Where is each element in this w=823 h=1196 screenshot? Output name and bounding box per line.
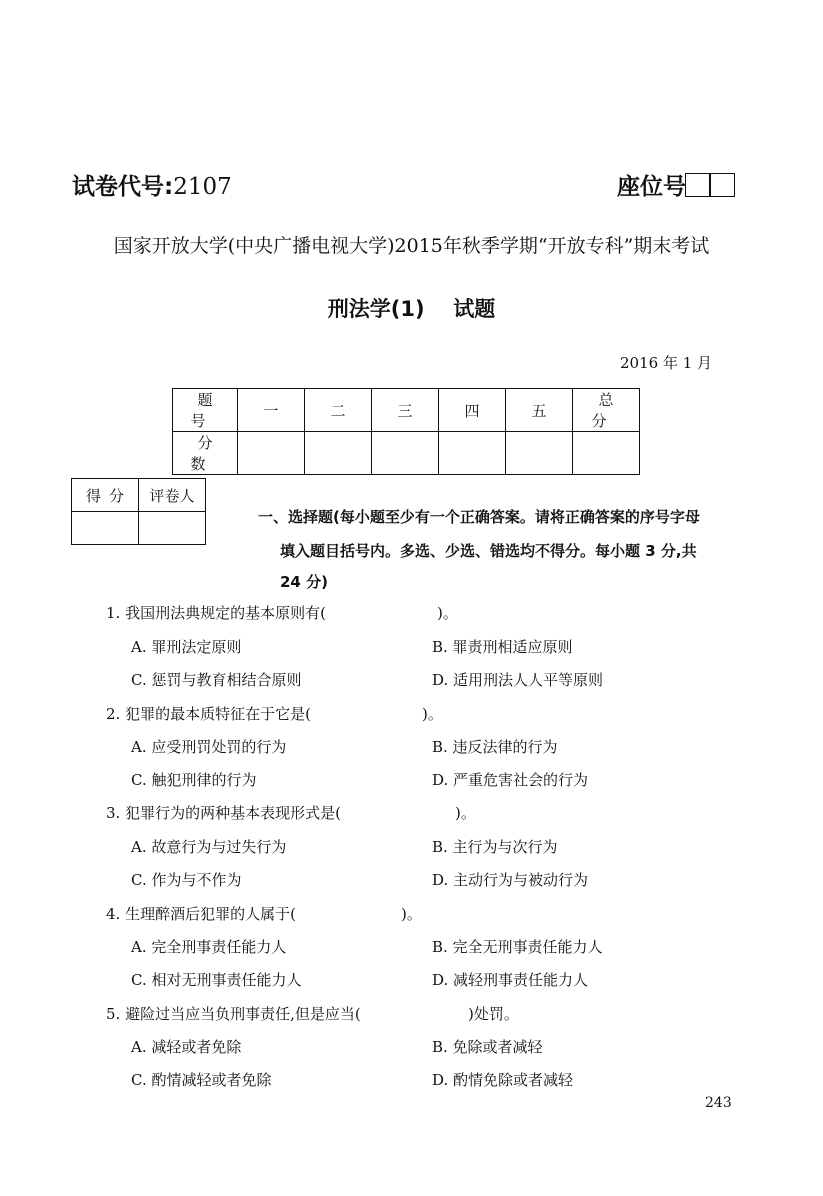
score-cell[interactable]	[439, 432, 506, 475]
paper-code-value: 2107	[173, 174, 232, 200]
question-close: )。	[422, 705, 443, 723]
section-instruction-line: 一、选择题(每小题至少有一个正确答案。请将正确答案的序号字母	[258, 508, 700, 526]
section-instruction-line: 24 分)	[280, 573, 328, 591]
score-header-cell: 五	[506, 389, 573, 432]
seat-number-label: 座位号	[617, 174, 686, 200]
option-a: A. 减轻或者免除	[131, 1038, 242, 1056]
score-cell[interactable]	[506, 432, 573, 475]
seat-box[interactable]	[709, 173, 735, 197]
score-cell[interactable]	[305, 432, 372, 475]
score-header-cell: 二	[305, 389, 372, 432]
option-d: D. 减轻刑事责任能力人	[432, 971, 589, 989]
option-c: C. 酌情减轻或者免除	[131, 1071, 272, 1089]
option-c: C. 惩罚与教育相结合原则	[131, 671, 302, 689]
grader-table	[71, 478, 206, 545]
question-close: )。	[437, 604, 458, 622]
option-a: A. 故意行为与过失行为	[131, 838, 287, 856]
score-table-score-row	[173, 432, 640, 475]
question-stem: 3. 犯罪行为的两种基本表现形式是(	[106, 804, 341, 822]
question-stem: 1. 我国刑法典规定的基本原则有(	[106, 604, 326, 622]
score-row-label: 分数	[173, 432, 238, 475]
seat-box[interactable]	[685, 173, 711, 197]
grader-score-cell[interactable]	[72, 512, 139, 545]
option-c: C. 相对无刑事责任能力人	[131, 971, 302, 989]
score-header-cell: 一	[238, 389, 305, 432]
paper-code-label: 试卷代号	[72, 174, 164, 200]
question-stem: 5. 避险过当应当负刑事责任,但是应当(	[106, 1005, 361, 1023]
option-b: B. 完全无刑事责任能力人	[432, 938, 603, 956]
section-instruction-line: 填入题目括号内。多选、少选、错选均不得分。每小题 3 分,共	[280, 542, 697, 560]
exam-title: 国家开放大学(中央广播电视大学)2015年秋季学期“开放专科”期末考试	[113, 235, 710, 257]
paper-code	[72, 168, 232, 201]
grader-score-header: 得分	[72, 479, 139, 512]
score-cell[interactable]	[372, 432, 439, 475]
option-b: B. 免除或者减轻	[432, 1038, 543, 1056]
option-a: A. 应受刑罚处罚的行为	[131, 738, 287, 756]
paper-code-colon: :	[164, 174, 174, 200]
subject-title	[0, 293, 823, 323]
option-d: D. 适用刑法人人平等原则	[432, 671, 604, 689]
subject-name: 刑法学(1)	[327, 297, 425, 321]
option-a: A. 罪刑法定原则	[131, 638, 242, 656]
grader-name-header: 评卷人	[139, 479, 206, 512]
score-header-cell: 总分	[573, 389, 640, 432]
page-number: 243	[705, 1095, 732, 1111]
question-stem: 4. 生理醉酒后犯罪的人属于(	[106, 905, 296, 923]
option-d: D. 严重危害社会的行为	[432, 771, 589, 789]
score-header-cell: 四	[439, 389, 506, 432]
option-c: C. 作为与不作为	[131, 871, 242, 889]
option-c: C. 触犯刑律的行为	[131, 771, 257, 789]
option-b: B. 主行为与次行为	[432, 838, 558, 856]
score-table	[172, 388, 640, 475]
option-d: D. 酌情免除或者减轻	[432, 1071, 574, 1089]
subject-suffix: 试题	[453, 297, 496, 321]
option-b: B. 违反法律的行为	[432, 738, 558, 756]
option-a: A. 完全刑事责任能力人	[131, 938, 287, 956]
score-header-cell: 三	[372, 389, 439, 432]
question-close: )。	[401, 905, 422, 923]
grader-name-cell[interactable]	[139, 512, 206, 545]
score-cell[interactable]	[573, 432, 640, 475]
score-header-cell: 题号	[173, 389, 238, 432]
question-stem: 2. 犯罪的最本质特征在于它是(	[106, 705, 311, 723]
seat-number	[617, 168, 735, 201]
question-close: )处罚。	[468, 1005, 519, 1023]
exam-date: 2016 年 1 月	[620, 354, 713, 372]
score-table-header-row	[173, 389, 640, 432]
option-b: B. 罪责刑相适应原则	[432, 638, 573, 656]
score-cell[interactable]	[238, 432, 305, 475]
question-close: )。	[455, 804, 476, 822]
option-d: D. 主动行为与被动行为	[432, 871, 589, 889]
